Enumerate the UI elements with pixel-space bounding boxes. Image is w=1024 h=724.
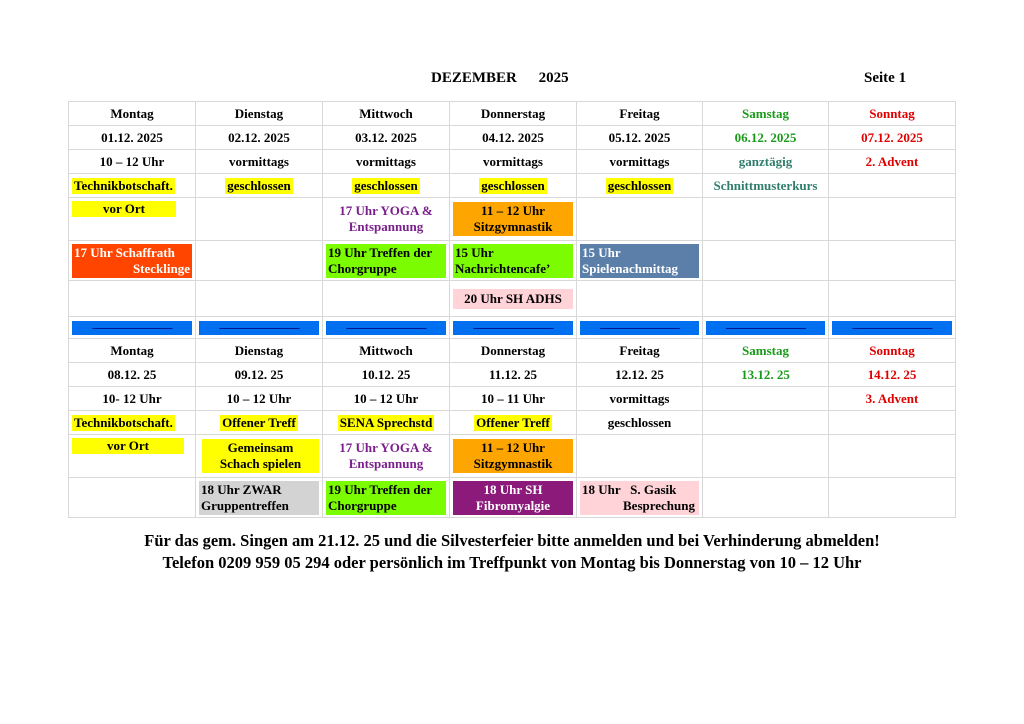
date-cell: 01.12. 2025 (69, 126, 196, 150)
separator-bar: ------------------------------ (453, 321, 573, 335)
separator-cell (577, 317, 703, 339)
footer-line: Für das gem. Singen am 21.12. 25 und die Silvesterfeier bitte anmelden und bei Verhinderung abmelden! (144, 531, 880, 550)
day-header: Mittwoch (323, 339, 450, 363)
time-cell: vormittags (577, 387, 703, 411)
event-closed: geschlossen (607, 177, 672, 193)
event-yoga (323, 435, 450, 478)
separator-bar: ------------------------------ (326, 321, 446, 335)
empty-cell (703, 281, 829, 317)
page-title (431, 70, 587, 87)
week2-dates-row (69, 363, 956, 387)
day-header: Montag (69, 339, 196, 363)
event-sitzgymnastik (453, 202, 573, 236)
event-offener-treff: Offener Treff (222, 414, 296, 430)
footer-line: Telefon 0209 959 05 294 oder persönlich im Treffpunkt von Montag bis Donnerstag von 10 – 12 Uhr (162, 553, 862, 572)
event-cell (577, 241, 703, 281)
empty-cell (829, 281, 956, 317)
event-line: 17 Uhr YOGA & (339, 440, 433, 455)
event-line: Sitzgymnastik (473, 219, 553, 234)
event-cell (450, 174, 577, 198)
event-chor (326, 481, 446, 515)
date-cell-saturday: 13.12. 25 (703, 363, 829, 387)
empty-cell (703, 198, 829, 241)
event-cell (323, 478, 450, 518)
event-cell (323, 411, 450, 435)
date-cell: 02.12. 2025 (196, 126, 323, 150)
day-header: Donnerstag (450, 339, 577, 363)
event-chor (326, 244, 446, 278)
empty-cell (196, 281, 323, 317)
separator-cell (196, 317, 323, 339)
event-cell (196, 435, 323, 478)
separator-bar: ------------------------------ (832, 321, 952, 335)
event-line: Chorgruppe (328, 260, 397, 276)
event-line: Stecklinge (132, 260, 190, 276)
week2-times-row (69, 387, 956, 411)
separator-cell (829, 317, 956, 339)
empty-cell (703, 435, 829, 478)
event-closed: geschlossen (481, 177, 545, 193)
empty-cell (323, 281, 450, 317)
empty-cell (829, 478, 956, 518)
event-fibromyalgie (453, 481, 573, 515)
empty-cell (577, 435, 703, 478)
event-cell (577, 478, 703, 518)
event-line: Entspannung (348, 219, 424, 234)
event-cell (577, 174, 703, 198)
event-vor-ort: vor Ort (72, 438, 184, 454)
advent-label: 3. Advent (829, 387, 956, 411)
event-line: 18 Uhr ZWAR (201, 481, 282, 497)
event-line: Entspannung (348, 456, 424, 471)
time-cell: 10- 12 Uhr (69, 387, 196, 411)
event-line: 15 Uhr (455, 244, 494, 260)
event-line: Chorgruppe (328, 497, 397, 513)
separator-bar: ------------------------------ (199, 321, 319, 335)
event-cell (450, 478, 577, 518)
advent-label: 2. Advent (829, 150, 956, 174)
event-sitzgymnastik (453, 439, 573, 473)
time-cell-saturday: ganztägig (703, 150, 829, 174)
day-header: Mittwoch (323, 102, 450, 126)
event-line: 18 Uhr S. Gasik (582, 481, 677, 497)
empty-cell (577, 281, 703, 317)
year-label: 2025 (538, 70, 569, 86)
event-sh-adhs: 20 Uhr SH ADHS (453, 289, 573, 309)
date-cell: 11.12. 25 (450, 363, 577, 387)
event-line: 11 – 12 Uhr (481, 440, 545, 455)
empty-cell (829, 411, 956, 435)
week1-dates-row (69, 126, 956, 150)
day-header-saturday: Samstag (703, 102, 829, 126)
date-cell: 03.12. 2025 (323, 126, 450, 150)
week2-days-row (69, 339, 956, 363)
event-line: Nachrichtencafe’ (455, 260, 551, 276)
event-schach (202, 439, 319, 473)
separator-cell (323, 317, 450, 339)
date-cell-sunday: 14.12. 25 (829, 363, 956, 387)
event-line: 17 Uhr YOGA & (339, 203, 433, 218)
date-cell-sunday: 07.12. 2025 (829, 126, 956, 150)
empty-cell (196, 241, 323, 281)
time-cell: 10 – 12 Uhr (323, 387, 450, 411)
day-header: Dienstag (196, 339, 323, 363)
week1-event-row (69, 198, 956, 241)
week1-days-row (69, 102, 956, 126)
time-cell: vormittags (450, 150, 577, 174)
date-cell: 05.12. 2025 (577, 126, 703, 150)
month-label: DEZEMBER (431, 70, 517, 86)
event-line: 18 Uhr SH (483, 481, 543, 497)
event-cell (450, 281, 577, 317)
event-technik: Technikbotschaft. (74, 177, 173, 193)
event-technik: Technikbotschaft. (74, 414, 173, 430)
empty-cell (69, 478, 196, 518)
event-offener-treff: Offener Treff (476, 414, 550, 430)
day-header: Donnerstag (450, 102, 577, 126)
event-line: 15 Uhr (582, 244, 621, 260)
empty-cell (829, 198, 956, 241)
event-schnittmuster: Schnittmusterkurs (703, 174, 829, 198)
separator-bar: ------------------------------ (706, 321, 825, 335)
event-vor-ort: vor Ort (72, 201, 176, 217)
date-cell: 10.12. 25 (323, 363, 450, 387)
empty-cell (829, 174, 956, 198)
event-line: 11 – 12 Uhr (481, 203, 545, 218)
day-header: Freitag (577, 339, 703, 363)
week1-event-row (69, 241, 956, 281)
event-cell (69, 435, 196, 478)
event-cell (323, 174, 450, 198)
calendar-table (68, 101, 956, 518)
week-separator-row (69, 317, 956, 339)
time-cell: vormittags (196, 150, 323, 174)
event-cell (196, 174, 323, 198)
event-cell (450, 435, 577, 478)
event-cell (69, 411, 196, 435)
event-line: Sitzgymnastik (473, 456, 553, 471)
event-sena: SENA Sprechstd (339, 414, 433, 430)
separator-bar: ------------------------------ (72, 321, 192, 335)
event-cell (450, 198, 577, 241)
event-line: Besprechung (623, 497, 695, 513)
footer-note (0, 530, 1024, 574)
event-line: Spielenachmittag (582, 260, 679, 276)
event-schaffrath (72, 244, 192, 278)
week2-event-row (69, 478, 956, 518)
empty-cell (196, 198, 323, 241)
date-cell: 09.12. 25 (196, 363, 323, 387)
event-cell (69, 241, 196, 281)
week1-event-row (69, 174, 956, 198)
week2-event-row (69, 435, 956, 478)
event-closed: geschlossen (354, 177, 418, 193)
event-closed: geschlossen (227, 177, 291, 193)
separator-cell (69, 317, 196, 339)
empty-cell (703, 411, 829, 435)
event-yoga (323, 198, 450, 241)
event-cell (196, 411, 323, 435)
separator-bar: ------------------------------ (580, 321, 699, 335)
time-cell: vormittags (577, 150, 703, 174)
date-cell: 12.12. 25 (577, 363, 703, 387)
event-line: Fibromyalgie (475, 497, 551, 513)
day-header-sunday: Sonntag (829, 339, 956, 363)
empty-cell (829, 435, 956, 478)
event-line: Gemeinsam (227, 440, 294, 455)
empty-cell (703, 478, 829, 518)
day-header-sunday: Sonntag (829, 102, 956, 126)
event-cell (450, 411, 577, 435)
empty-cell (69, 281, 196, 317)
event-gasik (580, 481, 699, 515)
event-line: 19 Uhr Treffen der (328, 244, 433, 260)
day-header: Dienstag (196, 102, 323, 126)
week2-event-row (69, 411, 956, 435)
empty-cell (829, 241, 956, 281)
day-header-saturday: Samstag (703, 339, 829, 363)
time-cell: vormittags (323, 150, 450, 174)
week1-event-row (69, 281, 956, 317)
time-cell: 10 – 11 Uhr (450, 387, 577, 411)
event-nachrichtencafe (453, 244, 573, 278)
page-number: Seite 1 (864, 70, 907, 86)
separator-cell (703, 317, 829, 339)
time-cell: 10 – 12 Uhr (196, 387, 323, 411)
event-zwar (199, 481, 319, 515)
date-cell: 04.12. 2025 (450, 126, 577, 150)
separator-cell (450, 317, 577, 339)
day-header: Montag (69, 102, 196, 126)
event-cell (69, 174, 196, 198)
event-line: Schach spielen (219, 456, 302, 471)
time-cell: 10 – 12 Uhr (69, 150, 196, 174)
event-cell (196, 478, 323, 518)
time-cell (703, 387, 829, 411)
date-cell: 08.12. 25 (69, 363, 196, 387)
event-cell (450, 241, 577, 281)
event-closed: geschlossen (577, 411, 703, 435)
event-cell (323, 241, 450, 281)
week1-times-row (69, 150, 956, 174)
event-cell (69, 198, 196, 241)
empty-cell (577, 198, 703, 241)
day-header: Freitag (577, 102, 703, 126)
event-line: 17 Uhr Schaffrath (74, 244, 175, 260)
date-cell-saturday: 06.12. 2025 (703, 126, 829, 150)
empty-cell (703, 241, 829, 281)
event-spielenachmittag (580, 244, 699, 278)
event-line: Gruppentreffen (201, 497, 289, 513)
event-line: 19 Uhr Treffen der (328, 481, 433, 497)
